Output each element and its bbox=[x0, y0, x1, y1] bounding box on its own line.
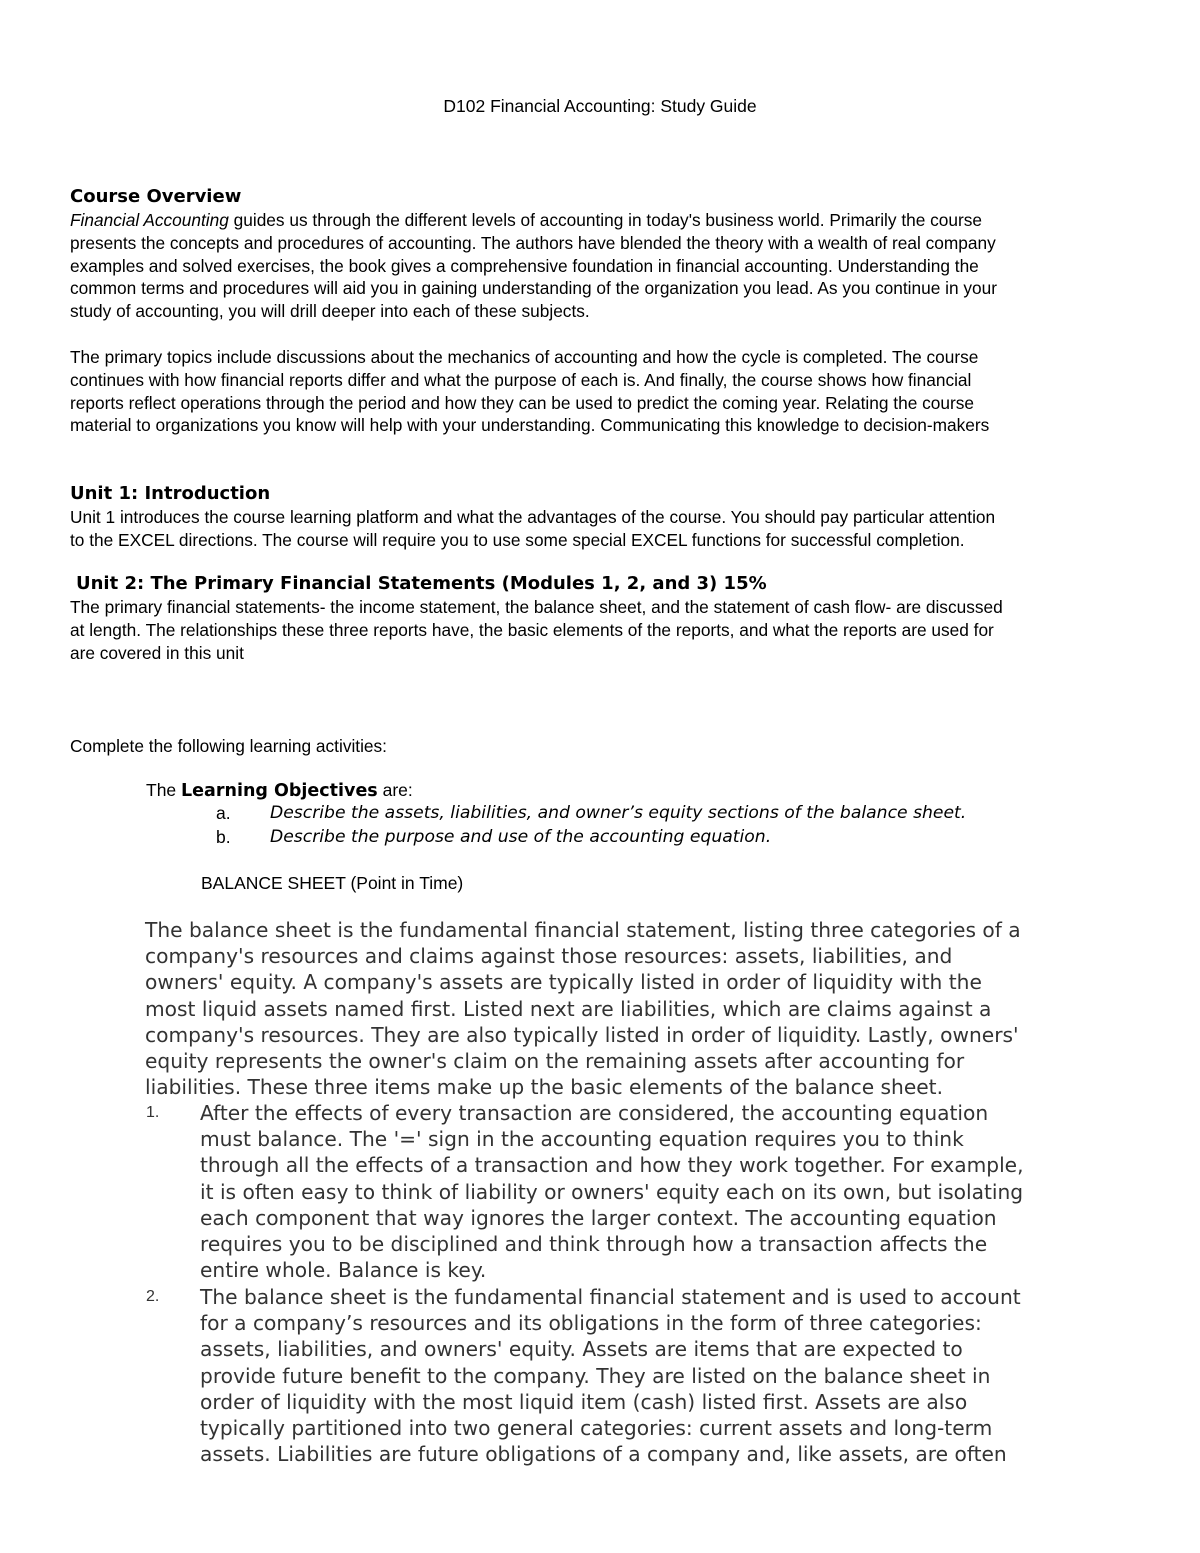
objectives-list bbox=[0, 802, 1200, 850]
text-line bbox=[70, 209, 1145, 232]
text-line: company's resources. They are also typically listed in order of liquidity. Lastly, owners' bbox=[145, 1022, 1019, 1047]
objective-letter: b. bbox=[216, 827, 231, 847]
unit2-heading: Unit 2: The Primary Financial Statements (Modules 1, 2, and 3) 15% bbox=[76, 573, 767, 594]
objective-text: Describe the assets, liabilities, and owner’s equity sections of the balance sheet. bbox=[270, 803, 967, 823]
document-title: D102 Financial Accounting: Study Guide bbox=[443, 96, 757, 116]
text-line: to the EXCEL directions. The course will require you to use some special EXCEL functions for successful completion. bbox=[70, 529, 965, 550]
text-line: provide future benefit to the company. They are listed on the balance sheet in bbox=[200, 1363, 991, 1388]
text-line: assets. Liabilities are future obligations of a company and, like assets, are often bbox=[200, 1442, 1007, 1467]
text-line: requires you to be disciplined and think through how a transaction affects the bbox=[200, 1232, 988, 1257]
numbered-item-2 bbox=[0, 1284, 1200, 1474]
text-line: assets, liabilities, and owners' equity. Assets are items that are expected to bbox=[200, 1337, 963, 1362]
text-line: equity represents the owner's claim on the remaining assets after accounting for bbox=[145, 1049, 965, 1074]
text-line: entire whole. Balance is key. bbox=[200, 1258, 487, 1283]
book-title: Financial Accounting bbox=[70, 210, 229, 230]
numbered-item-1 bbox=[0, 1100, 1200, 1284]
activities-intro bbox=[70, 735, 1145, 758]
balance-sheet-label: BALANCE SHEET (Point in Time) bbox=[201, 873, 464, 893]
unit1-paragraph bbox=[70, 506, 1145, 552]
course-overview-heading: Course Overview bbox=[70, 186, 242, 207]
text-line: examples and solved exercises, the book gives a comprehensive foundation in financial accounting. Understanding the bbox=[70, 255, 979, 276]
text-line: liabilities. These three items make up the basic elements of the balance sheet. bbox=[145, 1075, 944, 1100]
text-line: Complete the following learning activities: bbox=[70, 736, 387, 756]
text-line: study of accounting, you will drill deeper into each of these subjects. bbox=[70, 301, 590, 322]
text-line: through all the effects of a transaction and how they work together. For example, bbox=[200, 1153, 1024, 1178]
learning-objectives-label bbox=[146, 779, 413, 803]
text-line: presents the concepts and procedures of accounting. The authors have blended the theory with a wealth of real company bbox=[70, 232, 996, 253]
text-line: material to organizations you know will help with your understanding. Communicating this knowledge to decision-makers bbox=[70, 415, 990, 436]
text-span: guides us through the different levels of accounting in today's business world. Primarily the course bbox=[228, 210, 983, 230]
text-line: typically partitioned into two general categories: current assets and long-term bbox=[200, 1416, 993, 1441]
objective-text: Describe the purpose and use of the accounting equation. bbox=[270, 827, 772, 847]
unit2-paragraph bbox=[70, 596, 1145, 664]
text-line: most liquid assets named first. Listed next are liabilities, which are claims against a bbox=[145, 996, 992, 1021]
text-line: it is often easy to think of liability or owners' equity each on its own, but isolating bbox=[200, 1179, 1024, 1204]
text-line: After the effects of every transaction are considered, the accounting equation bbox=[200, 1101, 989, 1125]
balance-sheet-intro bbox=[145, 917, 1021, 1100]
text-line: must balance. The '=' sign in the accounting equation requires you to think bbox=[200, 1127, 964, 1152]
text-line: each component that way ignores the larger context. The accounting equation bbox=[200, 1205, 997, 1230]
text-line: owners' equity. A company's assets are typically listed in order of liquidity with the bbox=[145, 970, 982, 995]
item-text bbox=[200, 1100, 1024, 1283]
item-text bbox=[200, 1284, 1021, 1467]
text-line: The balance sheet is the fundamental financial statement and is used to account bbox=[200, 1285, 1021, 1309]
text-line: The primary financial statements- the income statement, the balance sheet, and the statement of cash flow- are discussed bbox=[70, 597, 1003, 617]
text-span: are: bbox=[377, 780, 413, 800]
text-line: order of liquidity with the most liquid item (cash) listed first. Assets are also bbox=[200, 1389, 968, 1414]
text-line: Unit 1 introduces the course learning platform and what the advantages of the course. You should pay particular attention bbox=[70, 507, 996, 527]
item-number: 2. bbox=[146, 1288, 160, 1305]
item-number: 1. bbox=[146, 1104, 160, 1121]
text-line: The balance sheet is the fundamental financial statement, listing three categories of a bbox=[145, 918, 1021, 942]
text-line: The primary topics include discussions about the mechanics of accounting and how the cycle is completed. The course bbox=[70, 347, 979, 367]
text-line: at length. The relationships these three reports have, the basic elements of the reports, and what the reports are used for bbox=[70, 619, 994, 640]
objective-letter: a. bbox=[216, 803, 231, 823]
learning-objectives-bold: Learning Objectives bbox=[181, 781, 378, 801]
text-line: for a company’s resources and its obligations in the form of three categories: bbox=[200, 1311, 982, 1336]
text-line: continues with how financial reports differ and what the purpose of each is. And finally, the course shows how financial bbox=[70, 369, 972, 390]
course-overview-paragraph-1 bbox=[70, 209, 1145, 323]
text-span: The bbox=[146, 780, 182, 800]
unit1-heading: Unit 1: Introduction bbox=[70, 483, 271, 504]
text-line: are covered in this unit bbox=[70, 642, 244, 663]
text-line: reports reflect operations through the period and how they can be used to predict the coming year. Relating the course bbox=[70, 392, 974, 413]
text-line: company's resources and claims against those resources: assets, liabilities, and bbox=[145, 944, 953, 969]
course-overview-paragraph-2 bbox=[70, 346, 1145, 437]
text-line: common terms and procedures will aid you in gaining understanding of the organization you lead. As you continue in your bbox=[70, 278, 998, 299]
